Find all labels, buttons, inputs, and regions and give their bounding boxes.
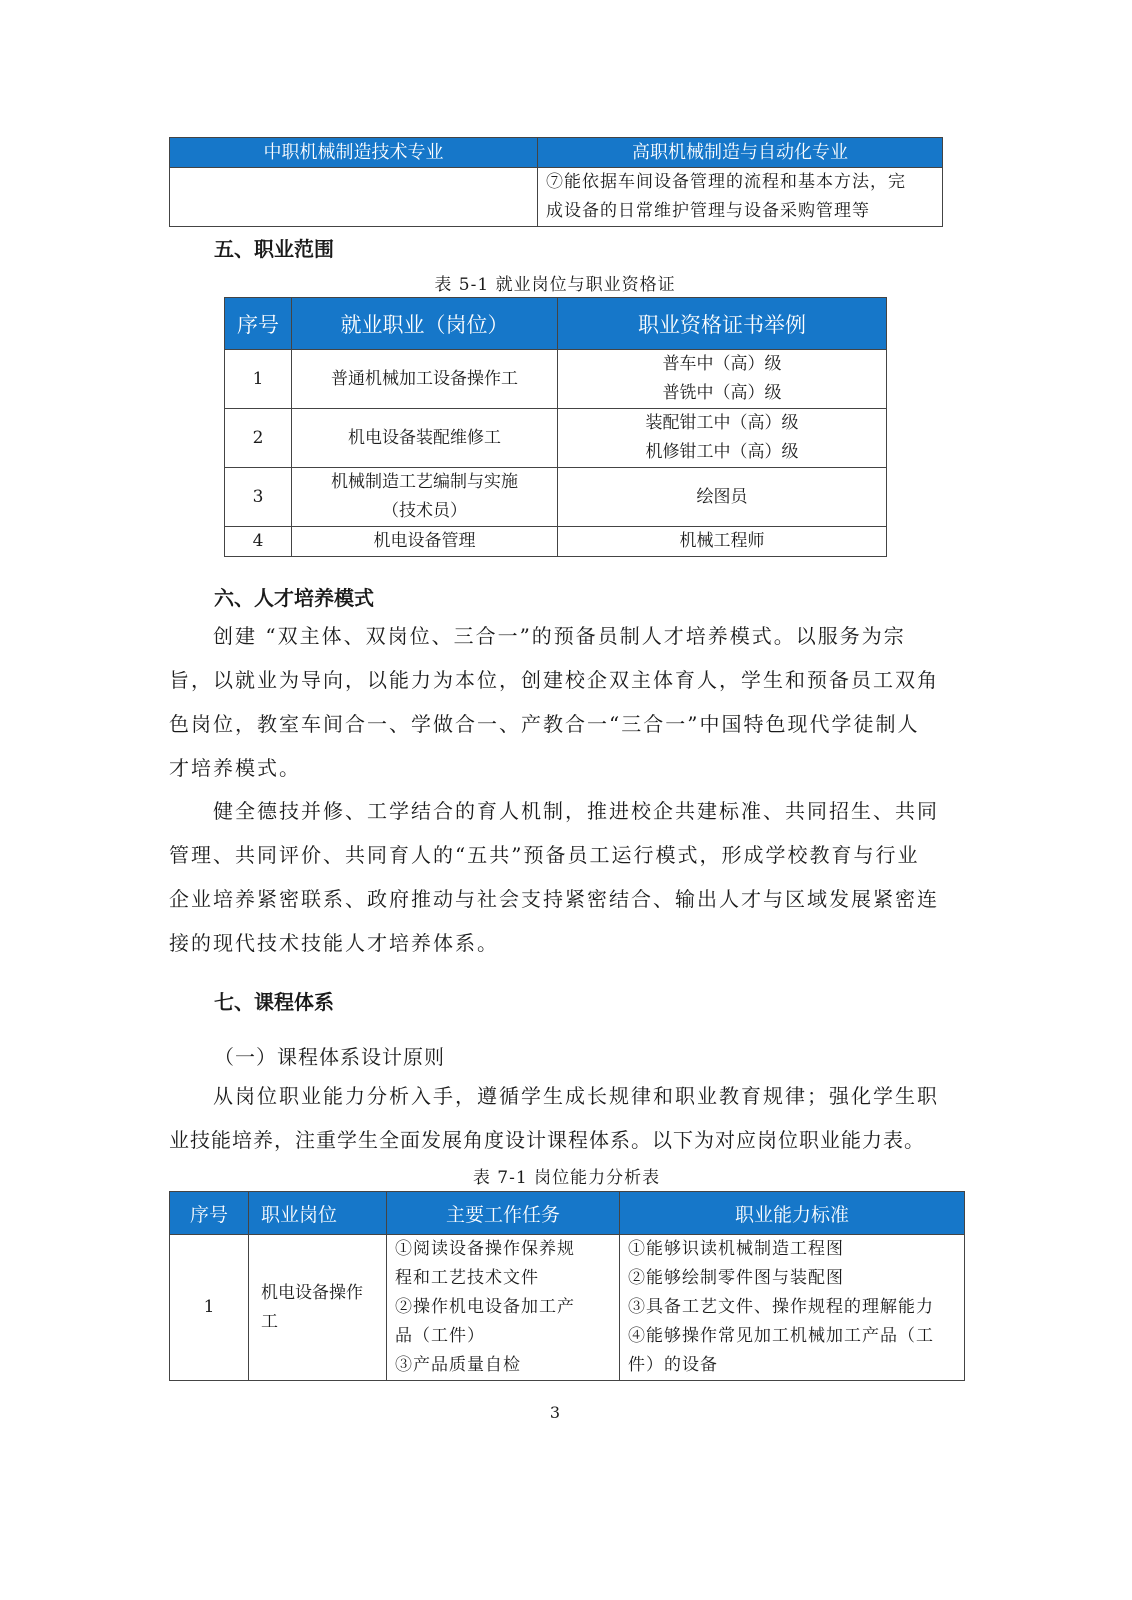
table-header-secondary: 中职机械制造技术专业	[170, 138, 538, 168]
table-header-job: 就业职业（岗位）	[292, 298, 558, 350]
text-line: 健全德技并修、工学结合的育人机制，推进校企共建标准、共同招生、共同	[213, 799, 939, 823]
text-line: 普通机械加工设备操作工	[331, 368, 518, 389]
section-heading-5: 五、职业范围	[214, 237, 334, 261]
table-row	[170, 1235, 965, 1381]
row-number: 3	[225, 468, 292, 527]
table-row	[225, 409, 887, 468]
table-caption-7-1: 表 7-1 岗位能力分析表	[472, 1168, 661, 1188]
text-line: 品（工件）	[395, 1326, 485, 1346]
task-list	[387, 1235, 620, 1381]
text-line: 业技能培养，注重学生全面发展角度设计课程体系。以下为对应岗位职业能力表。	[169, 1128, 925, 1152]
paragraph-training-model-1	[169, 614, 949, 790]
text-line: 机电设备操作	[261, 1282, 363, 1303]
cert-list	[558, 527, 887, 557]
text-line: ③具备工艺文件、操作规程的理解能力	[628, 1297, 934, 1317]
text-line: 机修钳工中（高）级	[645, 442, 799, 462]
job-name	[292, 350, 558, 409]
paragraph-training-model-2	[169, 789, 949, 965]
text-line: 机电设备装配维修工	[348, 427, 501, 448]
cert-list	[558, 409, 887, 468]
text-line: 成设备的日常维护管理与设备采购管理等	[546, 201, 870, 221]
row-number: 1	[170, 1235, 249, 1381]
table-row	[225, 527, 887, 557]
text-line: 件）的设备	[628, 1355, 718, 1375]
text-line: ①能够识读机械制造工程图	[628, 1239, 844, 1259]
subsection-heading: （一）课程体系设计原则	[214, 1045, 445, 1069]
text-line: 普车中（高）级	[662, 354, 782, 374]
text-line: 绘图员	[696, 486, 748, 507]
cert-list	[558, 468, 887, 527]
text-line: 旨，以就业为导向，以能力为本位，创建校企双主体育人，学生和预备员工双角	[169, 668, 939, 692]
table-header-no: 序号	[170, 1192, 249, 1235]
row-number: 2	[225, 409, 292, 468]
text-line: 创建 “双主体、双岗位、三合一”的预备员制人才培养模式。以服务为宗	[213, 624, 906, 648]
table-job-ability	[169, 1191, 965, 1381]
text-line: 机电设备管理	[373, 531, 476, 551]
text-line: 普铣中（高）级	[662, 383, 782, 403]
job-name	[249, 1235, 387, 1381]
table-continued	[169, 137, 943, 227]
table-cell-objective	[538, 168, 943, 227]
row-number: 4	[225, 527, 292, 557]
table-header-tasks: 主要工作任务	[387, 1192, 620, 1235]
text-line: 接的现代技术技能人才培养体系。	[169, 931, 499, 955]
table-header-higher: 高职机械制造与自动化专业	[538, 138, 943, 168]
text-line: 机械制造工艺编制与实施	[331, 472, 518, 492]
table-header-job: 职业岗位	[249, 1192, 387, 1235]
text-line: （技术员）	[382, 501, 467, 521]
section-heading-6: 六、人才培养模式	[214, 586, 374, 610]
table-caption-5-1: 表 5-1 就业岗位与职业资格证	[434, 275, 676, 295]
text-line: ①阅读设备操作保养规	[395, 1239, 575, 1259]
text-line: 工	[261, 1311, 278, 1332]
job-name	[292, 409, 558, 468]
text-line: 从岗位职业能力分析入手，遵循学生成长规律和职业教育规律；强化学生职	[213, 1084, 939, 1108]
text-line: ⑦能依据车间设备管理的流程和基本方法，完	[546, 172, 906, 192]
text-line: 企业培养紧密联系、政府推动与社会支持紧密结合、输出人才与区域发展紧密连	[169, 887, 939, 911]
row-number: 1	[225, 350, 292, 409]
cert-list	[558, 350, 887, 409]
table-jobs-certificates	[224, 297, 887, 557]
text-line: ③产品质量自检	[395, 1355, 521, 1375]
text-line: ④能够操作常见加工机械加工产品（工	[628, 1326, 934, 1346]
text-line: 管理、共同评价、共同育人的“五共”预备员工运行模式，形成学校教育与行业	[169, 843, 920, 867]
text-line: ②能够绘制零件图与装配图	[628, 1268, 844, 1288]
text-line: 色岗位，教室车间合一、学做合一、产教合一“三合一”中国特色现代学徒制人	[169, 712, 920, 736]
job-name	[292, 527, 558, 557]
text-line: 装配钳工中（高）级	[645, 413, 799, 433]
table-header-standards: 职业能力标准	[620, 1192, 965, 1235]
paragraph-curriculum-principle	[169, 1074, 949, 1162]
table-row	[225, 350, 887, 409]
text-line: ②操作机电设备加工产	[395, 1297, 575, 1317]
text-line: 机械工程师	[679, 531, 765, 551]
job-name	[292, 468, 558, 527]
standard-list	[620, 1235, 965, 1381]
section-heading-7: 七、课程体系	[214, 990, 334, 1014]
table-cell-empty	[170, 168, 538, 227]
text-line: 才培养模式。	[169, 756, 301, 780]
table-header-cert: 职业资格证书举例	[558, 298, 887, 350]
table-header-no: 序号	[225, 298, 292, 350]
page-number: 3	[549, 1403, 561, 1422]
text-line: 程和工艺技术文件	[395, 1268, 539, 1288]
table-row	[225, 468, 887, 527]
